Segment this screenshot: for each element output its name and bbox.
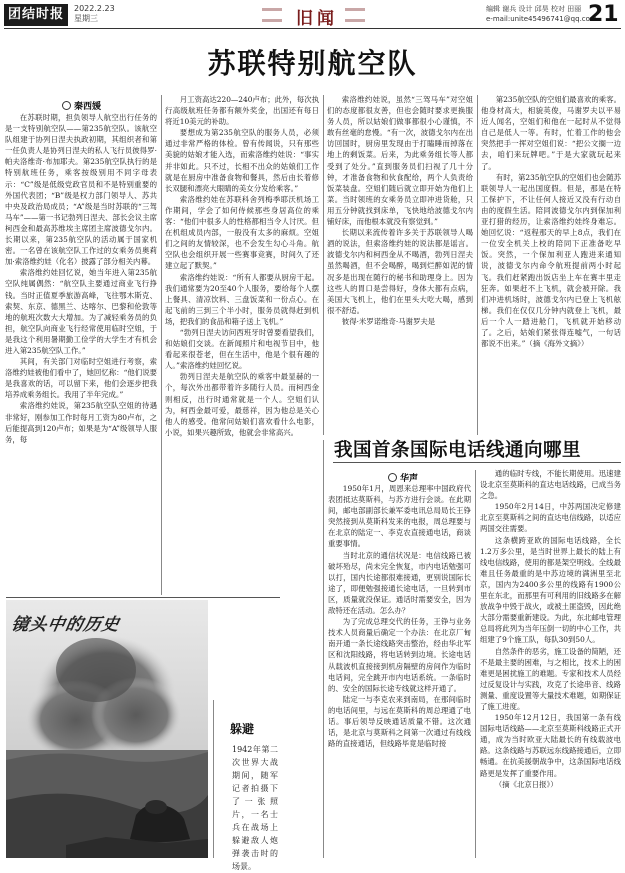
war-scene-image (6, 600, 208, 858)
byline-bullet-icon (62, 101, 71, 110)
paragraph: 陆定一与李克农来到南局，在那间临时的电话间里，与远在莫斯科的周总理通了电话。事后领导反映通话质量不错。这次通话，是北京与莫斯科之间第一次通过有线线路的直接通话，但线路毕竟是临时接 (328, 694, 471, 749)
page-number: 21 (588, 2, 619, 27)
paragraph: 索洛维约娃说，第235航空队空姐的待遇非常好，刚参加工作时每月工资为80卢布，之后能提高到120卢布；如果是为“A”级领导人服务，每 (5, 401, 157, 444)
paragraph: 为了完成总理交代的任务，王铮与业务技术人员商量后确定一个办法：在北京厂甸南开通一条长途线路突击整治，经由华北军区和沈阳线路，将电话转到边境。长途电话从载波机直接接到机房隔壁的房间作为临时电话间，完全跳开市内电话系统。一条临时的、安全的国际长途专线就这样开通了。 (328, 617, 471, 693)
date-text: 2022.2.23 (74, 4, 115, 13)
paragraph: 索洛维约娃在苏联科舍列梅季耶沃机场工作期间，学会了如何侍候那些身居高位的乘客：“他们中很多人的性格都相当令人讨厌。但在机组成员内部，一般没有太多的麻烦。空姐们之间的友情较深，也不会发生勾心斗角。航空队也会组织开展一些赛事竞赛，时间久了还建立起了默契。” (165, 194, 319, 271)
section-ornament-left (262, 8, 282, 22)
article2-headline: 我国首条国际电话线通向哪里 (334, 440, 582, 461)
staff-credits (486, 4, 597, 24)
issue-date (74, 4, 115, 24)
article2-column-1 (328, 483, 471, 860)
column-divider (477, 95, 478, 435)
paragraph: 第235航空队的空姐们最喜欢的乘客。他身材高大，相貌英俊，马谢罗夫以平易近人闻名，空姐们和他在一起时从不觉得自己是低人一等。有时，忙着工作的他会突然把手一挥对空姐们说：“把公文搁一边去，咱们来玩牌吧。”于是大家就玩起来了。 (481, 95, 621, 171)
paragraph: 彼得·米罗诺维奇·马谢罗夫是 (341, 316, 436, 326)
article-column-3 (327, 94, 473, 440)
paragraph: 索洛维约娃说，虽然“三驾马车”对空姐们的态度都很友善，但也会随时要求更换服务人员，所以姑娘们做事都很小心谨慎，不敢有丝毫的怠慢。“有一次，波德戈尔内在出访回国时，厨房里发现由于打瞌睡而掉落在地上的剩饭菜。后来，为此乘务组长等人都受到了处分。”直到服务员们扫视了几十分钟，才准备食物和伙食配给，两个人负责给饭菜装盘。空姐们随后就立即开始为他们上菜。当时领班的女乘务员立即冲进货舱，只用五分钟就找到床单，飞快地给波德戈尔内铺好床，而他根本就没有察觉到。” (327, 95, 473, 227)
paragraph: 在苏联时期，担负领导人航空出行任务的是一支特别航空队——第235航空队。该航空队组建于协列日涅夫执政初期，其组织者和第一任负责人是协列日涅夫的私人飞行员彼得罗·帕夫洛维奇·布加耶夫。第235航空队执行的是特别航班任务，乘客按级别用不同字母表示：“C”级是低级党政官员和不是特别重要的外国代表团；“B”级是权力部门领导人、苏共中央及政治局成员；“A”级是当时苏联的“三驾马车”——第一书记勃列日涅夫、部长会议主席柯西金和最高苏维埃主席团主席波德戈尔内。长期以来，第235航空队的活动属于国家机密。一名曾在该航空队工作过的女乘务员奥莉加·索洛维约娃（化名）披露了部分相关内幕。 (5, 113, 157, 267)
article2-top-rule (333, 462, 621, 463)
paragraph: 通的临时专线，不能长期使用。迅速建设北京至莫斯科的直达电话线路，已成当务之急。 (480, 469, 621, 501)
photo-title: 躲避 (230, 722, 255, 736)
byline-bullet-icon (388, 473, 397, 482)
paragraph: 自然条件的恶劣，施工设备的简陋，还不是最主要的困难，与之相比，技术上的困难更是困扰施工的难题。专家和技术人员经过反复设计与实践，攻克了长途串音、线路测量、重度设置等大量技术难题，如期保证了施工进度。 (480, 646, 621, 711)
article-column-4 (481, 94, 621, 440)
paragraph: 勃列日涅夫是航空队的乘客中最显赫的一个，每次外出都带着许多随行人员。而柯西金则相反，出行时通常就是一个人。空姐们认为，柯西金最可爱，最慈祥，因为他总是关心他人的感受。他常问姑娘们喜欢看什么电影，小说，如果兴趣所致，他就会非常高兴。 (165, 372, 319, 437)
historical-photo (6, 600, 208, 858)
paragraph: 索洛维约娃回忆说，她当年进入第235航空队纯属偶然：“航空队主要通过商业飞行挣钱。当时正值夏季旅游高峰，飞往鄂木斯克、索契、东京、德黑兰、达喀尔、巴黎和伦敦等地的航班次数大大增加。为了减轻乘务员的负担，航空队向商业飞行经常使用临时空姐，于是我这个利用暑期勤工俭学的大学生才有机会进入第235航空队工作。” (5, 268, 157, 355)
paragraph: 其间，有关部门对临时空姐进行考察，索洛维约娃被他们看中了，她回忆称：“他们说要是我喜欢的话，可以留下来，他们会逐步把我培养成乘务组长。我用了半年完成。” (5, 357, 157, 400)
photo-column-label: 镜头中的历史 (9, 615, 122, 635)
paragraph: 长期以来流传着许多关于苏联领导人喝酒的说法，但索洛维约娃的说法都是谣言。波德戈尔内和柯西金从不喝酒，勃列日涅夫虽然喝酒，但不会喝醉，喝到烂醉如泥的情况多是出现在随行的秘书和助理身上。因为这些人的胃口是尝得好，身体大都有点病，美国大飞机上，他们在里头大吃大喝，感到很不舒适。 (327, 228, 473, 315)
contact-email: e-mail:unite45496741@qq.com (486, 15, 597, 23)
article2-column-2 (480, 468, 621, 860)
section-title: 旧闻 (296, 9, 338, 29)
paragraph: 1950年2月14日，中苏两国决定修建北京至莫斯科之间的直达电信线路，以适应两国交往需要。 (480, 502, 621, 534)
paragraph: 月工资高达220—240卢布；此外，每次执行高级航班任务都有额外奖金，出国还有每日将近10美元的补助。 (165, 95, 319, 127)
paragraph: 有时，第235航空队的空姐们也会随苏联领导人一起出国度假。但是，那是在特工保护下，不让任何人接近又没有行动自由的度假生活。陪同波德戈尔内到保加利亚打猎的经历，让索洛维约娃终身难忘。她回忆说：“返程那天的早上8点，我们在一位安全机关上校的陪同下正准备吃早饭。突然，一个保加利亚人跑进来通知说，波德戈尔内命令航班提前两小时起飞。我们赶紧跑出饭店坐上车在赛丰里走狂奔。如果赶不上飞机，就会被开除。我们冲进机场时，波德戈尔内已登上飞机舷梯。我们在仅仅几分钟内就登上飞机，最后一个人一踏进舱门，飞机就开始移动了。之后，姑娘们紧张得连嘘气，一句话都说不出来。”（摘《海外文摘》） (481, 172, 621, 349)
article-column-1 (5, 112, 157, 598)
article-byline (62, 99, 101, 112)
paragraph: 1950年1月，周恩来总理率中国政府代表团抵达莫斯科，与苏方进行会谈。在此期间，邮电部副部长兼军委电讯总局局长王铮突然接到从莫斯科发来的电报，周总理要与在北京的陆定一、李克农直接通电话，商谈重要事情。 (328, 484, 471, 549)
section-ornament-right (345, 8, 365, 22)
newspaper-logo: 团结时报 (4, 4, 68, 26)
byline-author: 华声 (400, 474, 419, 484)
weekday-text: 星期三 (74, 14, 98, 23)
photo-caption: 1942年第二次世界大战期间，随军记者拍摄下了一张照片，一名士兵在战场上躲避敌人炮弹袭击时的场景。 (232, 745, 278, 871)
column-divider (161, 95, 162, 595)
article-column-2 (165, 94, 319, 580)
paragraph: “勃列日涅夫访问西班牙时曾要看望我们，和姑娘们交谈。在新闻照片和电视节目中，他看起来很苍老，但在生活中，他是个很有趣的人。”索洛维约娃回忆说。 (165, 327, 319, 371)
paragraph: 索洛维约娃说：“所有人都要从厨房干起。我们通常要为20至40个人服务，要给每个人摆上餐具、清凉饮料、三盘饭菜和一份点心。在起飞前的三到三个半小时，服务员就得赶到机场，把我们的食品和箱子送上飞机。” (165, 272, 319, 326)
column-divider (323, 95, 324, 435)
paragraph: 1950年12月12日，我国第一条有线国际电话线路——北京至莫斯科线路正式开通，成为当时欧亚大陆最长的有线载波电路。这条线路与苏联远东线路接通后，立即畅通。在抗美援朝战争中，这条国际电话线路更是发挥了重要作用。 (480, 713, 621, 778)
byline-author: 秦西媛 (74, 102, 102, 112)
article-headline: 苏联特别航空队 (207, 47, 418, 80)
column-divider (323, 440, 324, 858)
paragraph: （摘《北京日报》） (494, 779, 558, 789)
masthead-rule (4, 28, 621, 29)
paragraph: 当时北京的通信状况是：电信线路已被破坏殆尽，尚未完全恢复，市内电话勉强可以打，国内长途都很难接通，更别说国际长途了，即便勉强接通长途电话，一旦转到市区，质量就没保证。通话时需要安全，因为敌特还在活动。怎么办？ (328, 550, 471, 616)
paragraph: 这条横跨亚欧的国际电话线路，全长1.2万多公里，是当时世界上最长的陆上有线电信线路，使用的都是架空明线。全线最难且任务最重的是中苏边境的满洲里至北京，国内为2400多公里的线路有1900公里在东北，而那里有可利用的旧线路多在解放战争中毁于战火，或被土匪盗毁，因此绝大部分需要重新建设。为此，东北邮电管理总局将此列为当年压倒一切的中心工作，共组建了9个施工队，每队30到50人。 (480, 535, 621, 645)
photo-divider (213, 700, 214, 858)
paragraph: 要想成为第235航空队的服务人员，必须通过非常严格的体检。曾有传闻说，只有那些美貌的姑娘才能入选，而索洛维约娃说：“事实并非如此。只不过，长相不出众的姑娘们工作就是在厨房中准备食物和餐具，然后由长着修长双腿和漂亮大眼睛的美女分发给乘客。” (165, 128, 319, 193)
photo-section-rule (6, 597, 280, 598)
column-divider (475, 470, 476, 858)
staff-names: 编辑 谢兵 设计 邱昊 校对 田丽 (486, 5, 582, 13)
